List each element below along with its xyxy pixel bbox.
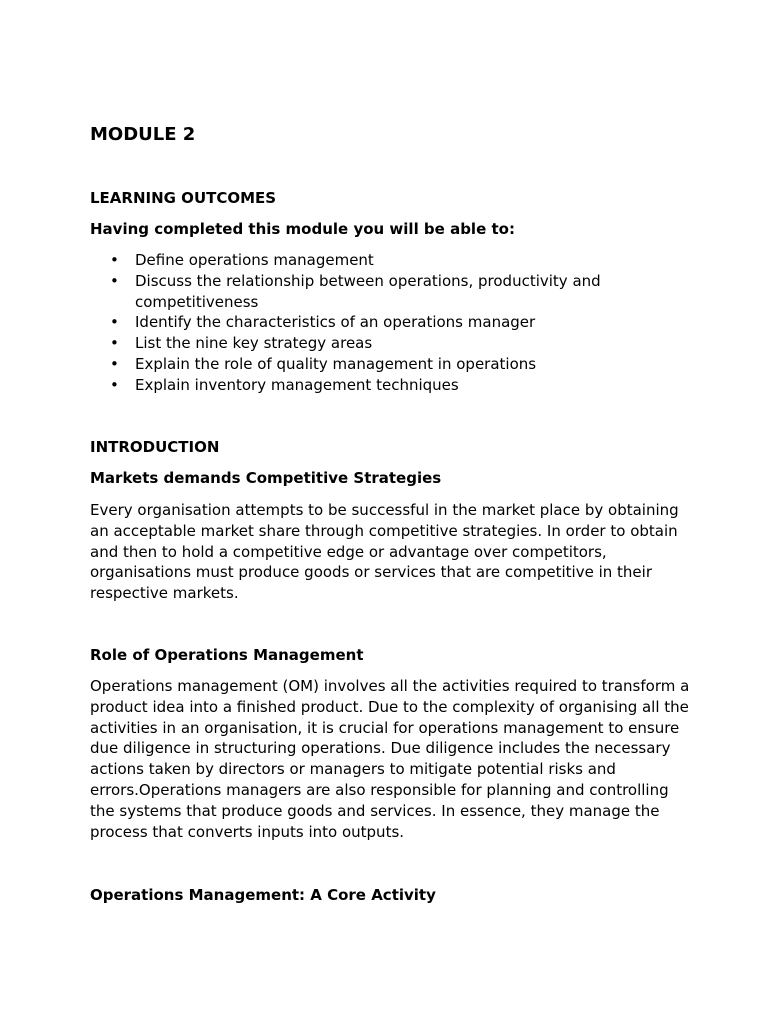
bullet-icon: •	[110, 251, 119, 269]
list-item-text: Discuss the relationship between operations, productivity and competitiveness	[135, 271, 601, 311]
bullet-icon: •	[110, 375, 119, 394]
list-item	[90, 250, 690, 271]
learning-outcomes-lead: Having completed this module you will be able to:	[90, 220, 515, 238]
core-activity-heading: Operations Management: A Core Activity	[90, 886, 436, 904]
bullet-icon: •	[110, 271, 119, 290]
list-item-text: Identify the characteristics of an operations manager	[135, 313, 536, 332]
list-item	[90, 375, 690, 396]
list-item-text: Explain the role of quality management in operations	[135, 354, 537, 373]
role-of-om-heading: Role of Operations Management	[90, 646, 364, 664]
list-item	[90, 271, 690, 313]
list-item-text: List the nine key strategy areas	[135, 334, 373, 353]
bullet-icon: •	[110, 313, 119, 332]
list-item-text: Explain inventory management techniques	[135, 375, 459, 394]
list-item	[90, 312, 690, 333]
learning-outcomes-list	[90, 250, 690, 396]
introduction-subheading: Markets demands Competitive Strategies	[90, 469, 442, 487]
list-item-text: Define operations management	[135, 251, 374, 269]
role-of-om-paragraph: Operations management (OM) involves all the activities required to transform a product idea into a finished product. Due to the complexity of organising all the activities in an organisation, it is crucial for operations management to ensure due diligence in structuring operations. Due diligence includes the necessary actions taken by directors or managers to mitigate potential risks and errors.Operations managers are also responsible for planning and controlling the systems that produce goods and services. In essence, they manage the process that converts inputs into outputs.	[90, 677, 690, 841]
bullet-icon: •	[110, 354, 119, 373]
learning-outcomes-heading: LEARNING OUTCOMES	[90, 189, 277, 207]
introduction-paragraph: Every organisation attempts to be successful in the market place by obtaining an acceptable market share through competitive strategies. In order to obtain and then to hold a competitive edge or advantage over competitors, organisations must produce goods or services that are competitive in their respective markets.	[90, 501, 679, 603]
introduction-heading: INTRODUCTION	[90, 438, 220, 456]
list-item	[90, 354, 690, 375]
module-title: MODULE 2	[90, 124, 196, 145]
list-item	[90, 333, 690, 354]
bullet-icon: •	[110, 334, 119, 353]
